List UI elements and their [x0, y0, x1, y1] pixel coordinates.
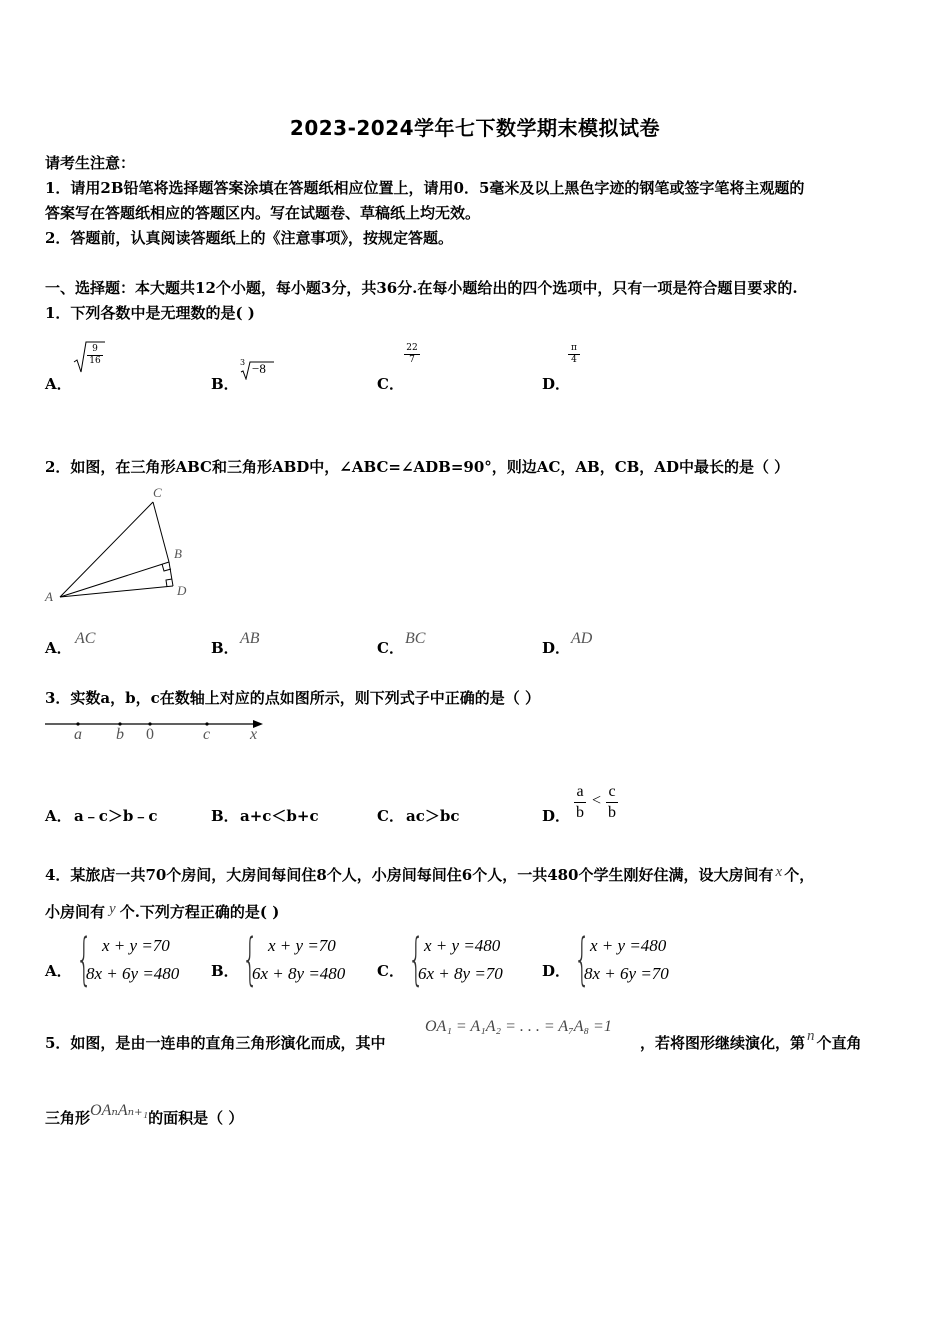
q4-b-eq1: x + y =70	[268, 936, 336, 955]
point-d-label: D	[177, 583, 187, 598]
section-heading: 一、选择题：本大题共12个小题，每小题3分，共36分.在每小题给出的四个选项中，只有一项是符合题目要求的.	[45, 279, 798, 297]
q1-option-d-fraction	[568, 343, 580, 366]
q3-option-a-value: a﹣c＞b﹣c	[74, 807, 158, 825]
notice-line-2: 答案写在答题纸相应的答题区内。写在试题卷、草稿纸上均无效。	[45, 204, 481, 222]
q1-c-numerator: 22	[406, 343, 418, 353]
q5-stem-part-1: 5．如图，是由一连串的直角三角形演化而成，其中	[45, 1034, 386, 1052]
q5-var-n: n	[807, 1028, 815, 1044]
q1-option-a-label: A．	[45, 375, 72, 393]
axis-label-b: b	[116, 726, 124, 743]
q2-option-a-label: A．	[45, 639, 72, 657]
q3-d-fraction-right	[606, 782, 618, 823]
q5-stem-line-1-end	[640, 1028, 862, 1053]
q4-c-eq1: x + y =480	[424, 936, 501, 955]
q1-stem: 1．下列各数中是无理数的是( )	[45, 304, 255, 322]
q3-stem: 3．实数a，b，c在数轴上对应的点如图所示，则下列式子中正确的是（ ）	[45, 689, 541, 707]
q2-stem: 2．如图，在三角形ABC和三角形ABD中，∠ABC=∠ADB=90°，则边AC，AB，CB，AD中最长的是（ ）	[45, 458, 790, 476]
q1-b-index: 3	[240, 358, 246, 367]
q4-option-c-label: C．	[377, 962, 404, 980]
q1-d-denominator: 4	[568, 354, 580, 366]
q1-d-numerator: π	[571, 343, 577, 353]
q4-a-eq2: 8x + 6y =480	[86, 964, 180, 983]
q4-d-eq2: 8x + 6y =70	[584, 964, 669, 983]
q1-option-b-label: B．	[211, 375, 239, 393]
q3-option-b-value: a+c＜b+c	[240, 807, 319, 825]
q5-stem-part-1-end: ，若将图形继续演化，第	[640, 1034, 806, 1052]
q5-formula: OA₁ = A₁A₂ = . . . = A₇A₈ =1	[425, 1018, 612, 1035]
q5-stem-line-2	[45, 1102, 244, 1128]
q1-a-numerator: 9	[92, 344, 98, 354]
q4-option-b-label: B．	[211, 962, 239, 980]
notice-line-3: 2．答题前，认真阅读答题纸上的《注意事项》，按规定答题。	[45, 229, 453, 247]
q4-a-eq1: x + y =70	[102, 936, 170, 955]
q4-var-x: x	[775, 864, 783, 880]
axis-label-zero: 0	[146, 726, 154, 743]
q4-var-y: y	[109, 901, 116, 917]
q4-stem-part-2: 小房间有	[45, 903, 106, 921]
notice-line-1: 1．请用2B铅笔将选择题答案涂填在答题纸相应位置上，请用0．5毫米及以上黑色字迹的钢笔或签字笔将主观题的	[45, 179, 805, 197]
q4-b-eq2: 6x + 8y =480	[252, 964, 346, 983]
point-a-label: A	[45, 589, 53, 604]
q3-d-f2-den: b	[608, 804, 616, 821]
q2-option-d-value: AD	[571, 630, 593, 647]
q3-d-less-than: <	[592, 792, 602, 809]
q5-stem-part-2: 三角形	[45, 1109, 91, 1127]
q1-option-c-label: C．	[377, 375, 404, 393]
q2-option-b-label: B．	[211, 639, 239, 657]
q4-stem-part-1: 4．某旅店一共70个房间，大房间每间住8个人，小房间每间住6个人，一共480个学生刚好住满，设大房间有	[45, 866, 774, 884]
q3-option-a-label: A．	[45, 807, 72, 825]
q2-option-b-value: AB	[240, 630, 260, 647]
q3-d-fraction-left	[574, 782, 586, 823]
axis-label-x: x	[250, 726, 258, 743]
q4-stem-part-2-end: 个.下列方程正确的是( )	[119, 903, 280, 921]
q3-d-f2-num: c	[608, 783, 616, 800]
page-title: 2023-2024学年七下数学期末模拟试卷	[289, 116, 661, 140]
q2-option-c-value: BC	[405, 630, 426, 647]
q4-c-eq2: 6x + 8y =70	[418, 964, 503, 983]
q1-option-a-sqrt	[73, 340, 105, 378]
q3-d-f1-den: b	[576, 804, 584, 821]
q5-stem-part-1-end2: 个直角	[816, 1034, 862, 1052]
q3-option-b-label: B．	[211, 807, 239, 825]
q4-option-d-label: D．	[542, 962, 571, 980]
q2-option-a-value: AC	[75, 630, 96, 647]
q4-option-a-label: A．	[45, 962, 72, 980]
q1-option-c-fraction	[404, 343, 420, 366]
notice-heading: 请考生注意：	[45, 154, 136, 172]
q5-triangle-name: OAₙAₙ₊₁	[90, 1102, 149, 1119]
q4-stem-line-1	[45, 864, 814, 885]
point-c-label: C	[153, 485, 162, 500]
q3-option-d-label: D．	[542, 807, 571, 825]
q3-option-c-value: ac＞bc	[406, 807, 460, 825]
q4-stem-line-2	[45, 901, 279, 922]
q5-stem-part-2-end: 的面积是（ ）	[148, 1109, 244, 1127]
q2-option-c-label: C．	[377, 639, 404, 657]
q3-d-f1-num: a	[576, 783, 584, 800]
q2-option-d-label: D．	[542, 639, 571, 657]
q3-option-c-label: C．	[377, 807, 404, 825]
q1-option-d-label: D．	[542, 375, 571, 393]
q1-b-radicand: −8	[252, 361, 266, 376]
q1-c-denominator: 7	[404, 354, 420, 366]
q1-a-denominator: 16	[87, 355, 103, 367]
axis-label-c: c	[203, 726, 211, 743]
q4-stem-part-1-end: 个，	[784, 866, 815, 884]
point-b-label: B	[174, 546, 182, 561]
q4-d-eq1: x + y =480	[590, 936, 667, 955]
axis-label-a: a	[74, 726, 82, 743]
